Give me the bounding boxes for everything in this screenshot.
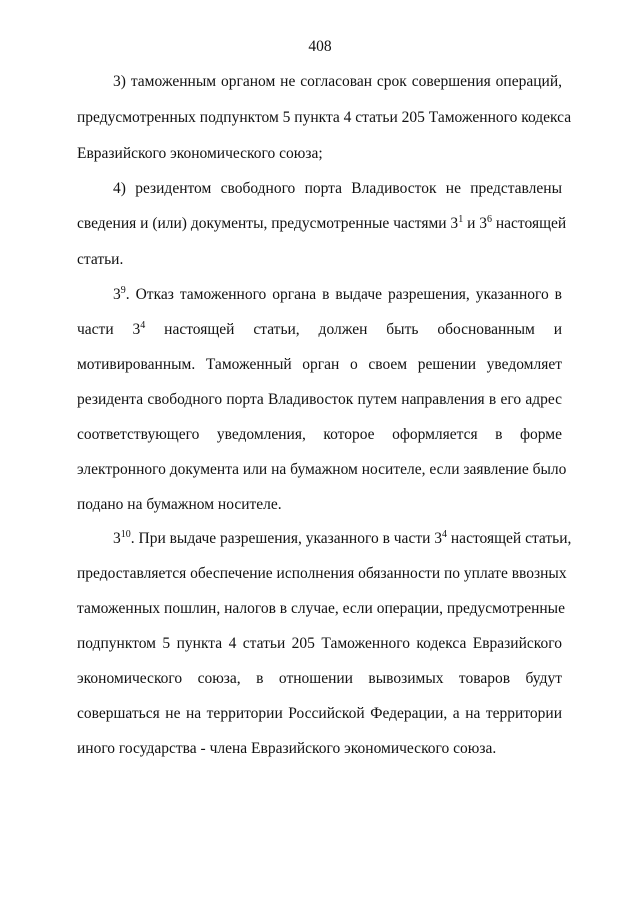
paragraph-2-line-3: статьи. xyxy=(77,251,124,268)
superscript: 4 xyxy=(442,529,448,540)
paragraph-3-line-2 xyxy=(77,320,562,340)
paragraph-4-line-1 xyxy=(113,529,572,549)
text-fragment: сведения и (или) документы, предусмотренные частями 3 xyxy=(77,215,459,232)
text-fragment: 3 xyxy=(113,530,121,547)
paragraph-4-line-4: подпунктом 5 пункта 4 статьи 205 Таможенного кодекса Евразийского xyxy=(77,635,562,652)
paragraph-4-line-2: предоставляется обеспечение исполнения обязанности по уплате ввозных xyxy=(77,565,567,582)
paragraph-4-line-6: совершаться не на территории Российской Федерации, а на территории xyxy=(77,705,562,722)
paragraph-3-line-7: подано на бумажном носителе. xyxy=(77,496,282,513)
paragraph-3-line-6: электронного документа или на бумажном носителе, если заявление было xyxy=(77,461,567,478)
text-fragment: настоящей статьи, xyxy=(447,530,572,547)
text-fragment: и 3 xyxy=(463,215,487,232)
paragraph-1-line-2: предусмотренных подпунктом 5 пункта 4 статьи 205 Таможенного кодекса xyxy=(77,109,572,126)
superscript: 9 xyxy=(120,285,126,296)
text-fragment: части 3 xyxy=(77,321,141,338)
paragraph-1-line-1: 3) таможенным органом не согласован срок совершения операций, xyxy=(113,73,562,90)
paragraph-3-line-4: резидента свободного порта Владивосток путем направления в его адрес xyxy=(77,391,562,408)
paragraph-4-line-5: экономического союза, в отношении вывозимых товаров будут xyxy=(77,670,562,687)
paragraph-2-line-2 xyxy=(77,214,567,234)
superscript: 10 xyxy=(120,529,131,540)
paragraph-3-line-5: соответствующего уведомления, которое оформляется в форме xyxy=(77,426,562,443)
superscript: 4 xyxy=(140,320,146,331)
text-fragment: . Отказ таможенного органа в выдаче разрешения, указанного в xyxy=(125,286,562,303)
page-number: 408 xyxy=(308,38,332,55)
text-fragment: . При выдаче разрешения, указанного в части 3 xyxy=(130,530,443,547)
text-fragment: 3 xyxy=(113,286,121,303)
paragraph-3-line-1 xyxy=(113,285,562,305)
text-fragment: настоящей статьи, должен быть обоснованным и xyxy=(145,321,562,338)
superscript: 1 xyxy=(458,214,464,225)
text-fragment: настоящей xyxy=(491,215,567,232)
paragraph-3-line-3: мотивированным. Таможенный орган о своем решении уведомляет xyxy=(77,356,562,373)
paragraph-4-line-3: таможенных пошлин, налогов в случае, если операции, предусмотренные xyxy=(77,600,565,617)
superscript: 6 xyxy=(486,214,492,225)
paragraph-1-line-3: Евразийского экономического союза; xyxy=(77,145,323,162)
paragraph-4-line-7: иного государства - члена Евразийского экономического союза. xyxy=(77,740,497,757)
paragraph-2-line-1: 4) резидентом свободного порта Владивосток не представлены xyxy=(113,180,562,197)
